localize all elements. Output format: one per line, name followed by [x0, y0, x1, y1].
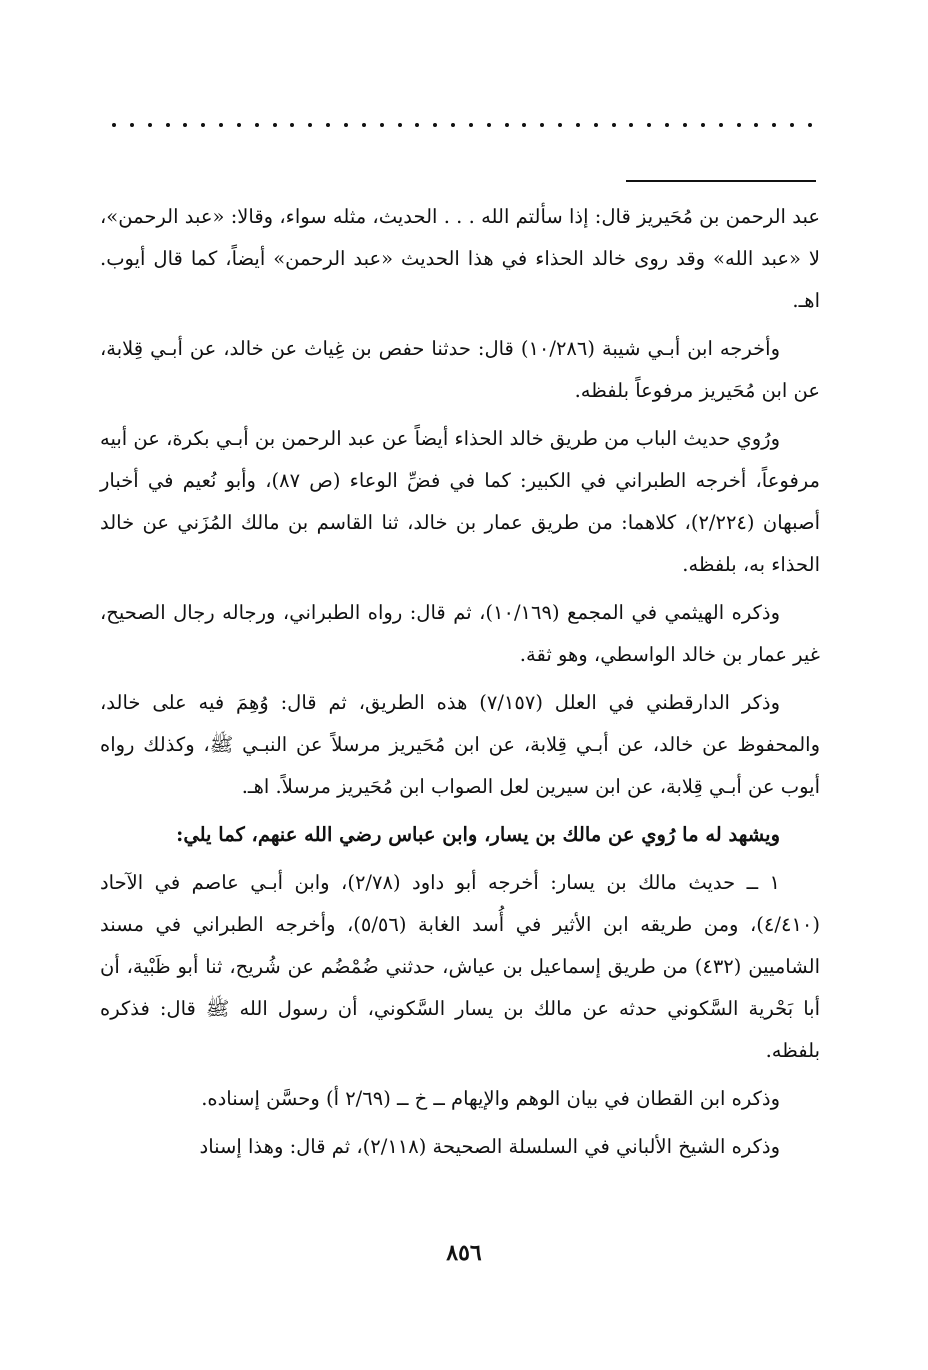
page-number: ٨٥٦ — [446, 1240, 482, 1266]
section-heading: ويشهد له ما رُوي عن مالك بن يسار، وابن عباس رضي الله عنهم، كما يلي: — [176, 823, 780, 846]
paragraph: وأخرجه ابن أبـي شيبة (١٠/٢٨٦) قال: حدثنا حفص بن غِياث عن خالد، عن أبـي قِلابة، عن ابن مُحَيريز مرفوعاً بلفظه. — [100, 337, 820, 402]
paragraph: وذكره الهيثمي في المجمع (١٠/١٦٩)، ثم قال: رواه الطبراني، ورجاله رجال الصحيح، غير عمار بن خالد الواسطي، وهو ثقة. — [100, 601, 820, 666]
paragraph: عبد الرحمن بن مُحَيريز قال: إذا سألتم الله . . . الحديث، مثله سواء، وقالا: «عبد الرحمن»، لا «عبد الله» وقد روى خالد الحذاء في هذا الحديث «عبد الرحمن» أيضاً، كما قال أيوب. اهـ. — [100, 205, 820, 312]
footnote-text — [100, 196, 820, 1174]
paragraph: ورُوي حديث الباب من طريق خالد الحذاء أيضاً عن عبد الرحمن بن أبـي بكرة، عن أبيه مرفوعاً، أخرجه الطبراني في الكبير: كما في فضِّ الوعاء (ص ٨٧)، وأبو نُعيم في أخبار أصبهان (٢/٢٢٤)، كلاهما: من طريق عمار بن خالد، ثنا القاسم بن مالك المُزَني عن خالد الحذاء به، بلفظه. — [100, 427, 820, 576]
footnote-rule — [626, 180, 816, 182]
paragraph: ١ ــ حديث مالك بن يسار: أخرجه أبو داود (٢/٧٨)، وابن أبـي عاصم في الآحاد (٤/٤١٠)، ومن طريقه ابن الأثير في أُسد الغابة (٥/٥٦)، وأخرجه الطبراني في مسند الشاميين (٤٣٢) من طريق إسماعيل بن عياش، حدثني ضُمْضُم عن شُريح، ثنا أبو ظَبْية، أن أبا بَحْرية السَّكوني حدثه عن مالك بن يسار السَّكوني، أن رسول الله ﷺ قال: فذكره بلفظه. — [100, 871, 820, 1062]
paragraph: وذكره الشيخ الألباني في السلسلة الصحيحة (٢/١١٨)، ثم قال: وهذا إسناد — [199, 1135, 780, 1158]
paragraph: وذكره ابن القطان في بيان الوهم والإيهام ــ خ ــ (٢/٦٩ أ) وحسَّن إسناده. — [201, 1087, 780, 1110]
dotted-separator — [112, 118, 812, 132]
paragraph: وذكر الدارقطني في العلل (٧/١٥٧) هذه الطريق، ثم قال: وُهِمَ فيه على خالد، والمحفوظ عن خالد، عن أبـي قِلابة، عن ابن مُحَيريز مرسلاً عن النبـي ﷺ، وكذلك رواه أيوب عن أبـي قِلابة، عن ابن سيرين لعل الصواب ابن مُحَيريز مرسلاً. اهـ. — [100, 691, 820, 798]
